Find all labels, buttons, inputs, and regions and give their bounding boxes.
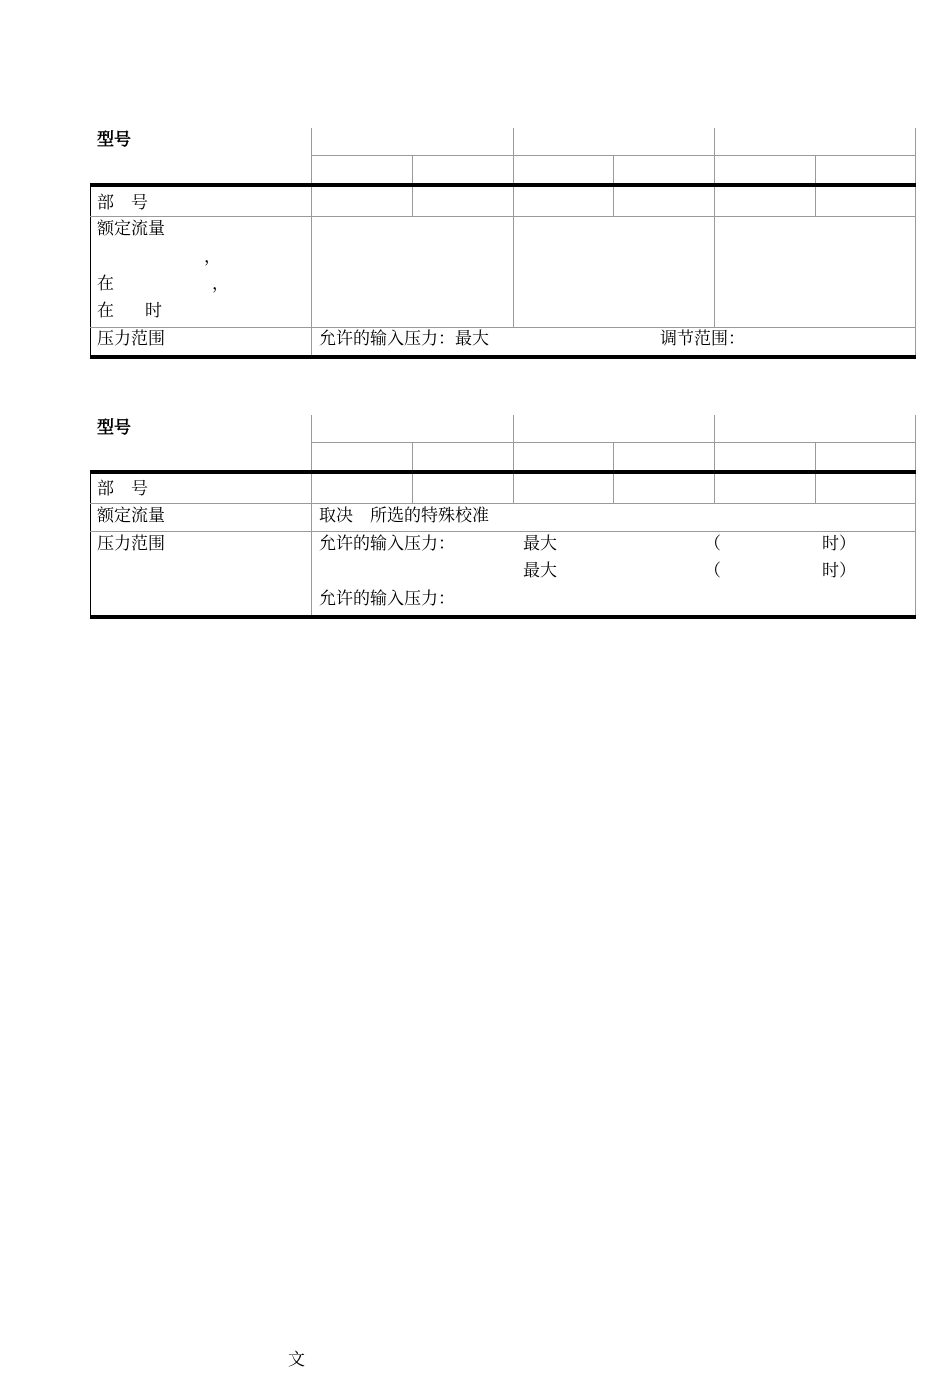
pressure-allowed-input: 允许的输入压力：最大 xyxy=(319,329,489,349)
flow-comma: ， xyxy=(204,247,221,267)
part-label: 部 号 xyxy=(97,479,148,499)
flow-label: 额定流量 xyxy=(97,506,165,526)
flow-time: 时 xyxy=(145,301,162,321)
paren-open: （ xyxy=(704,534,721,554)
pressure-label: 压力范围 xyxy=(97,534,165,554)
flow-at: 在 xyxy=(97,301,114,321)
adjust-range: 调节范围： xyxy=(660,329,745,349)
page-footer-text: 文 xyxy=(288,1350,305,1370)
max-label: 最大 xyxy=(523,534,557,554)
flow-at: 在 xyxy=(97,274,114,294)
paren-open: （ xyxy=(704,561,721,581)
pressure-allowed-input: 允许的输入压力： xyxy=(319,589,455,609)
flow-label: 额定流量 xyxy=(97,219,165,239)
part-label: 部 号 xyxy=(97,193,148,213)
time-label: 时） xyxy=(822,534,856,554)
flow-value: 取决 所选的特殊校准 xyxy=(319,506,489,526)
pressure-allowed-input: 允许的输入压力： xyxy=(319,534,455,554)
model-label: 型号 xyxy=(97,130,131,150)
pressure-label: 压力范围 xyxy=(97,329,165,349)
max-label: 最大 xyxy=(523,561,557,581)
flow-comma: ， xyxy=(212,274,229,294)
time-label: 时） xyxy=(822,561,856,581)
model-label: 型号 xyxy=(97,418,131,438)
